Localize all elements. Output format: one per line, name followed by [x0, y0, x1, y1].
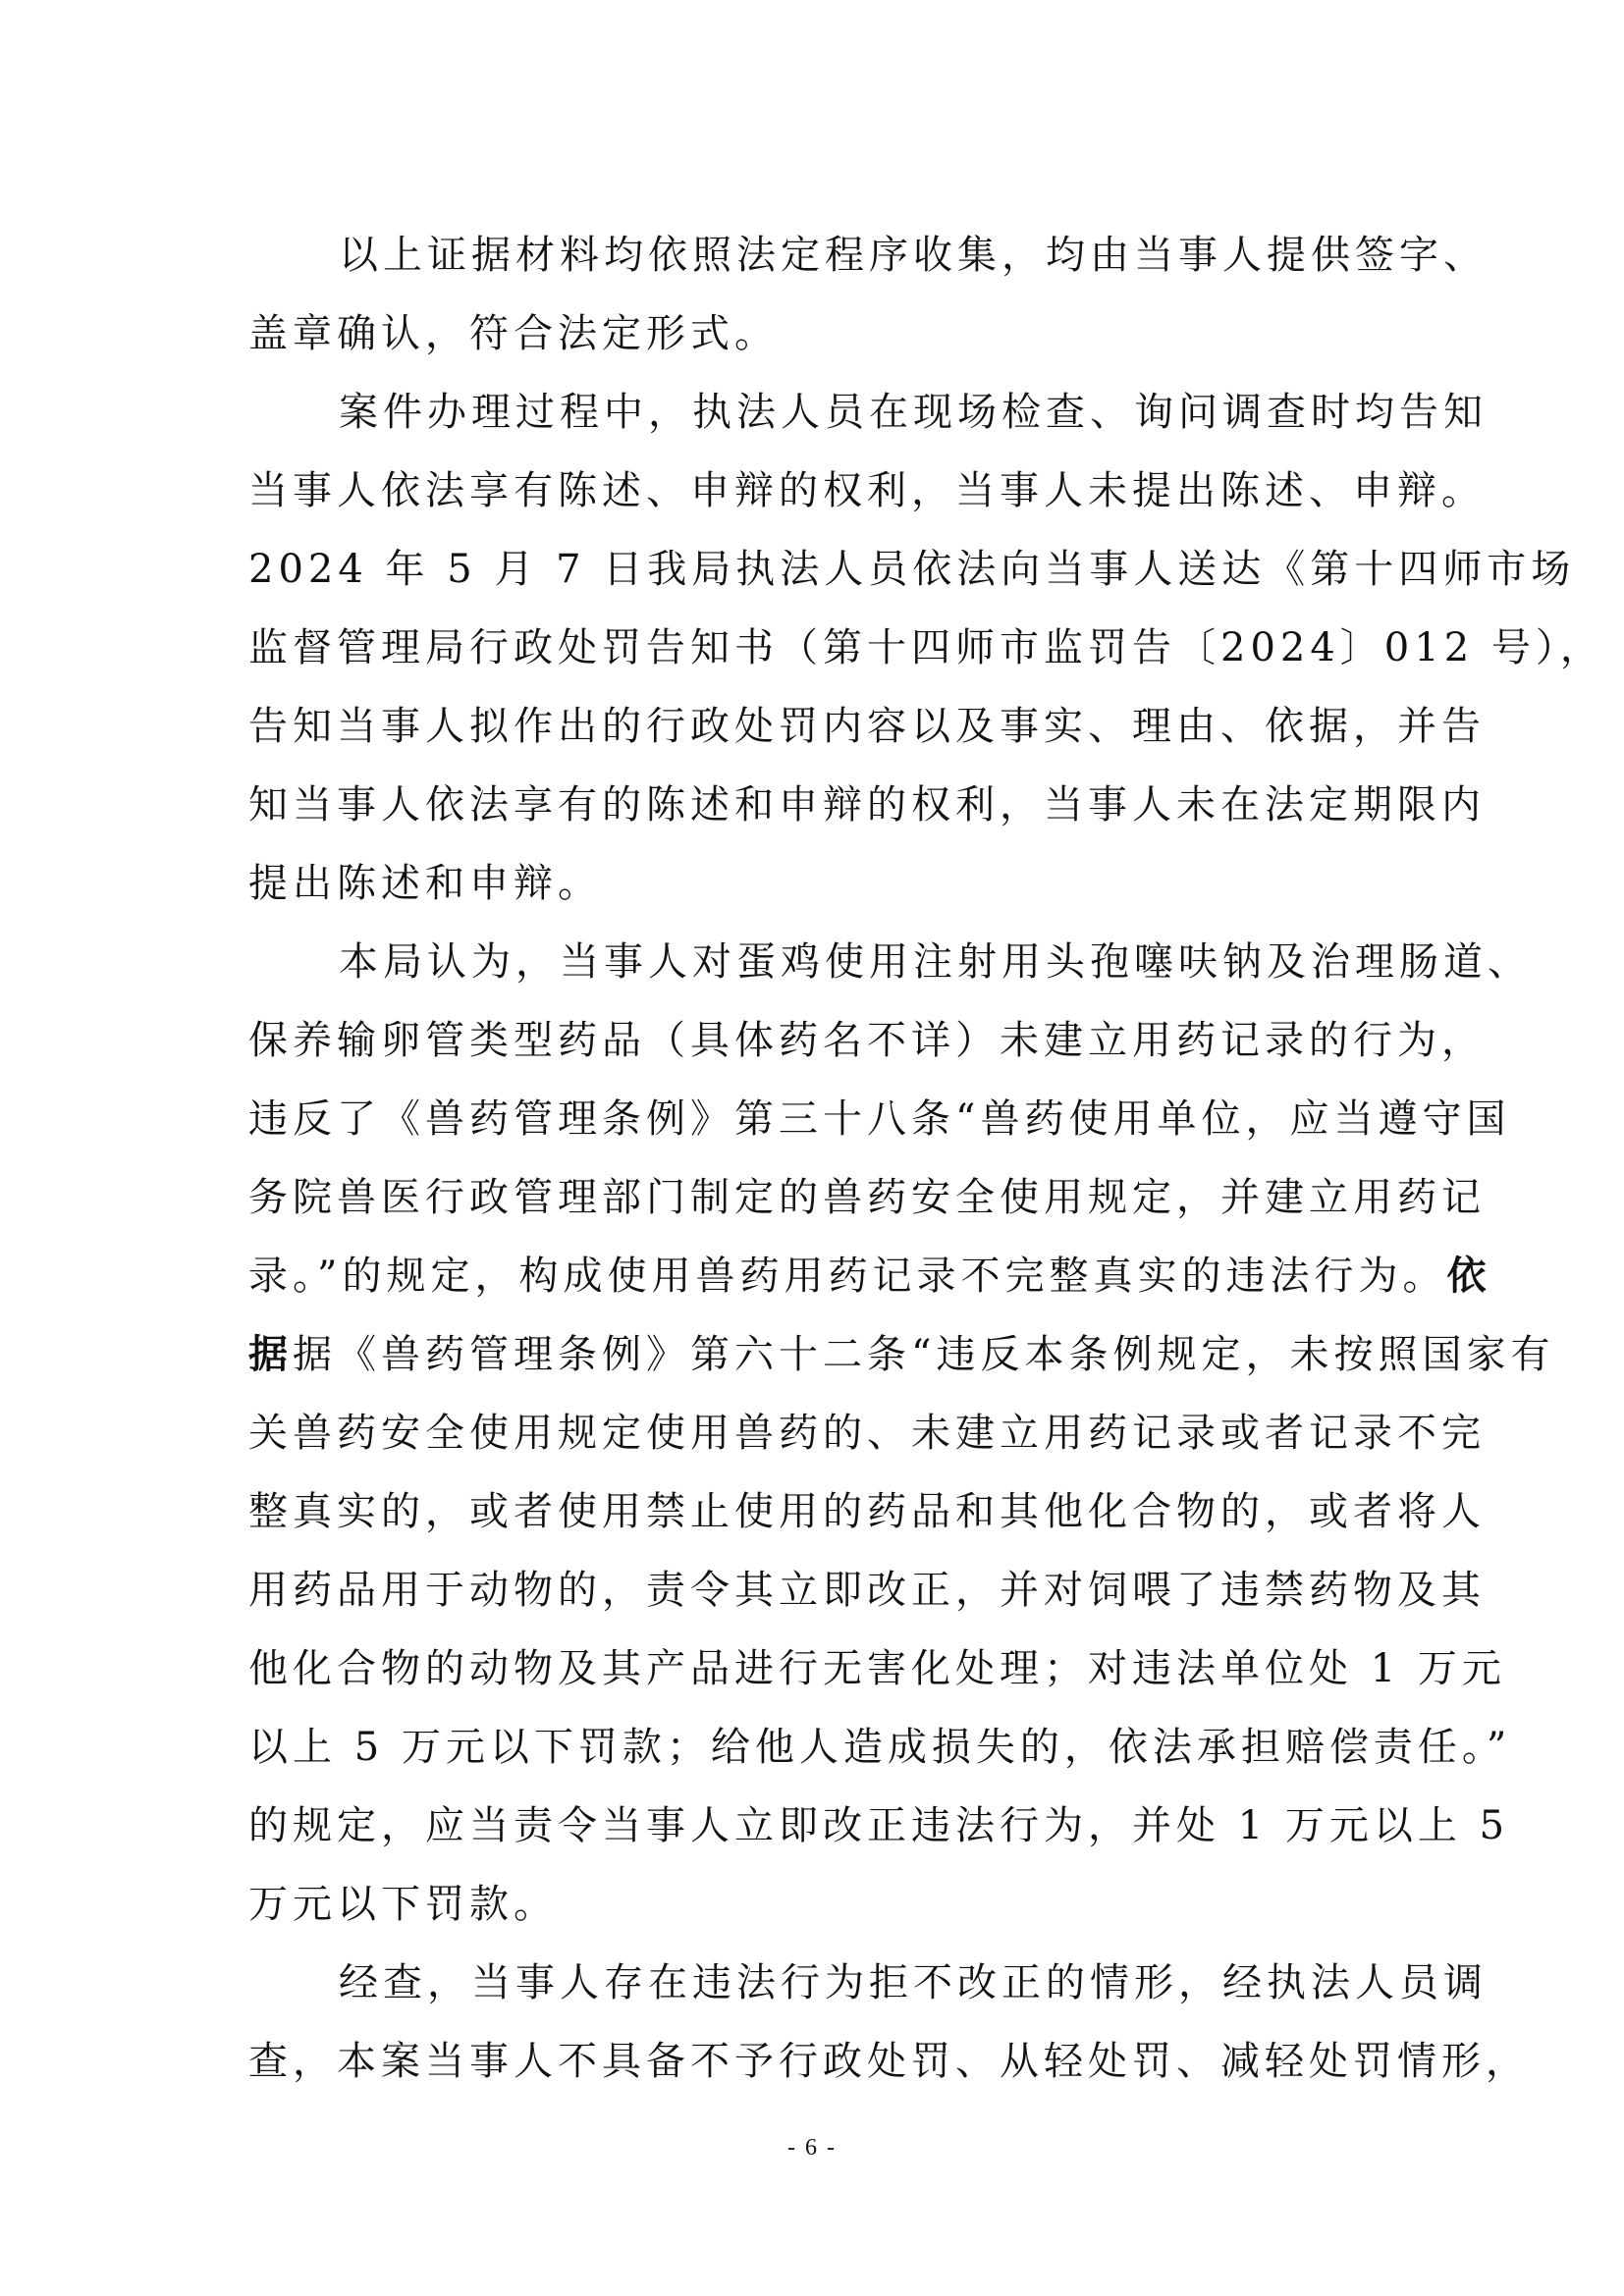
text-line: [248, 1315, 1555, 1394]
paragraph-review: [248, 1944, 1530, 2101]
text-fragment: 录。”的规定，构成使用兽药用药记录不完整真实的违法行为。: [248, 1254, 1447, 1299]
text-line: 以上证据材料均依照法定程序收集，均由当事人提供签字、: [339, 233, 1488, 278]
text-line: [248, 1237, 1491, 1315]
paragraph-procedure: [248, 373, 1604, 923]
text-line: 万元以下罚款。: [248, 1882, 558, 1927]
text-line: 整真实的，或者使用禁止使用的药品和其他化合物的，或者将人: [248, 1489, 1486, 1534]
text-line: 提出陈述和申辩。: [248, 861, 602, 906]
text-line: 用药品用于动物的，责令其立即改正，并对饲喂了违禁药物及其: [248, 1568, 1486, 1613]
text-line: 2024 年 5 月 7 日我局执法人员依法向当事人送达《第十四师市场: [248, 547, 1576, 592]
text-line: 他化合物的动物及其产品进行无害化处理；对违法单位处 1 万元: [248, 1646, 1506, 1691]
paragraph-evidence: [248, 216, 1488, 373]
text-line: 务院兽医行政管理部门制定的兽药安全使用规定，并建立用药记: [248, 1175, 1486, 1220]
text-fragment: 据《兽药管理条例》第六十二条“违反本条例规定，未按照国家有: [293, 1332, 1555, 1377]
text-line: 以上 5 万元以下罚款；给他人造成损失的，依法承担赔偿责任。”: [248, 1725, 1512, 1770]
text-line: 监督管理局行政处罚告知书（第十四师市监罚告〔2024〕012 号），: [248, 625, 1604, 670]
text-line: 关兽药安全使用规定使用兽药的、未建立用药记录或者记录不完: [248, 1411, 1486, 1456]
paragraph-finding: [248, 923, 1555, 1944]
text-line: 查，本案当事人不具备不予行政处罚、从轻处罚、减轻处罚情形，: [248, 2039, 1530, 2084]
text-line: 告知当事人拟作出的行政处罚内容以及事实、理由、依据，并告: [248, 704, 1486, 749]
text-line: 当事人依法享有陈述、申辩的权利，当事人未提出陈述、申辩。: [248, 468, 1486, 513]
text-line: 案件办理过程中，执法人员在现场检查、询问调查时均告知: [339, 390, 1488, 435]
text-line: 经查，当事人存在违法行为拒不改正的情形，经执法人员调: [339, 1960, 1488, 2005]
text-line: 本局认为，当事人对蛋鸡使用注射用头孢噻呋钠及治理肠道、: [339, 939, 1532, 985]
document-body: [248, 216, 1604, 2101]
text-line: 保养输卵管类型药品（具体药名不详）未建立用药记录的行为，: [248, 1018, 1486, 1063]
bold-text: 据: [248, 1331, 293, 1377]
text-line: 知当事人依法享有的陈述和申辩的权利，当事人未在法定期限内: [248, 782, 1486, 828]
text-line: 盖章确认，符合法定形式。: [248, 311, 779, 356]
text-line: 的规定，应当责令当事人立即改正违法行为，并处 1 万元以上 5: [248, 1803, 1510, 1848]
bold-text: 依: [1446, 1253, 1491, 1299]
text-line: 违反了《兽药管理条例》第三十八条“兽药使用单位，应当遵守国: [248, 1096, 1511, 1142]
page-number: - 6 -: [787, 2135, 837, 2161]
